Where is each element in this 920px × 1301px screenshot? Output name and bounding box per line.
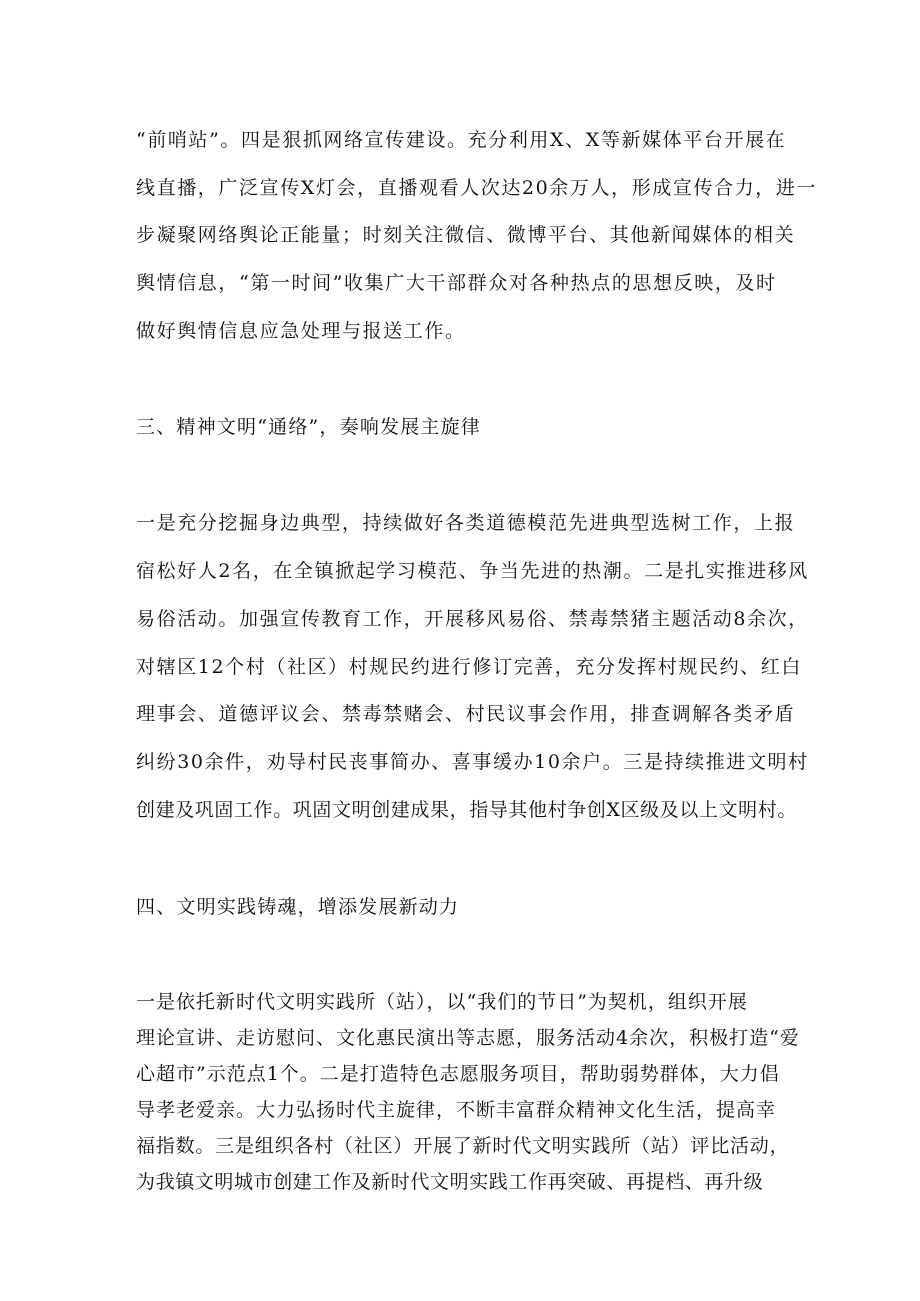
text-line: “前哨站”。四是狠抓网络宣传建设。充分利用X、X等新媒体平台开展在: [136, 129, 787, 151]
text-line: 对辖区12个村（社区）村规民约进行修订完善，充分发挥村规民约、红白: [136, 656, 802, 678]
text-line: 心超市”示范点1个。二是打造特色志愿服务项目，帮助弱势群体，大力倡: [136, 1063, 780, 1085]
text-line: 创建及巩固工作。巩固文明创建成果，指导其他村争创X区级及以上文明村。: [136, 799, 797, 821]
text-line: 导孝老爱亲。大力弘扬时代主旋律，不断丰富群众精神文化生活，提高幸: [136, 1099, 777, 1121]
text-line: 舆情信息，“第一时间”收集广大干部群众对各种热点的思想反映，及时: [136, 272, 777, 294]
text-line: 一是充分挖掘身边典型，持续做好各类道德模范先进典型选树工作，上报: [136, 512, 796, 534]
text-line: 理论宣讲、走访慰问、文化惠民演出等志愿，服务活动4余次，积极打造“爱: [136, 1027, 800, 1049]
section-heading-4: 四、文明实践铸魂，增添发展新动力: [136, 896, 460, 918]
text-line: 纠纷30余件，劝导村民丧事简办、喜事缓办10余户。三是持续推进文明村: [136, 751, 809, 773]
text-line: 为我镇文明城市创建工作及新时代文明实践工作再突破、再提档、再升级: [136, 1171, 764, 1193]
text-line: 易俗活动。加强宣传教育工作，开展移风易俗、禁毒禁猪主题活动8余次，: [136, 608, 809, 630]
text-line: 理事会、道德评议会、禁毒禁赌会、村民议事会作用，排查调解各类矛盾: [136, 703, 796, 725]
text-line: 福指数。三是组织各村（社区）开展了新时代文明实践所（站）评比活动，: [136, 1135, 790, 1157]
text-line: 步凝聚网络舆论正能量；时刻关注微信、微博平台、其他新闻媒体的相关: [136, 224, 796, 246]
text-line: 做好舆情信息应急处理与报送工作。: [136, 320, 466, 342]
text-line: 一是依托新时代文明实践所（站），以“我们的节日”为契机，组织开展: [136, 991, 748, 1013]
text-line: 宿松好人2名，在全镇掀起学习模范、争当先进的热潮。二是扎实推进移风: [136, 560, 809, 582]
section-heading-3: 三、精神文明“通络”，奏响发展主旋律: [136, 416, 482, 438]
text-line: 线直播，广泛宣传X灯会，直播观看人次达20余万人，形成宣传合力，进一: [136, 177, 818, 199]
